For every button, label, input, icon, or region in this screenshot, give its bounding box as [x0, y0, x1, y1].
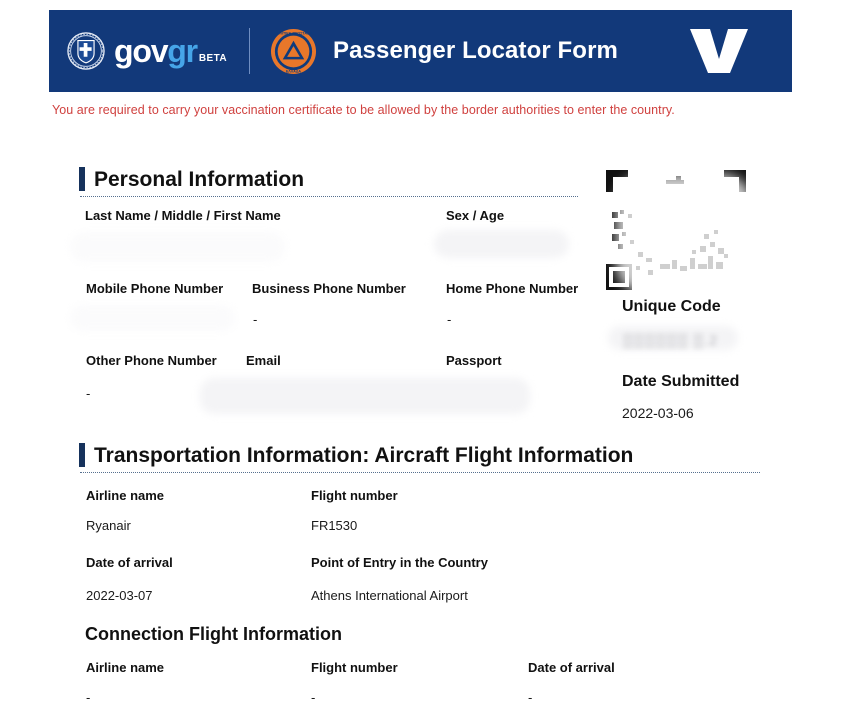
label-last-middle-first-name: Last Name / Middle / First Name — [85, 208, 281, 223]
value-point-of-entry: Athens International Airport — [311, 588, 468, 603]
govgr-beta-text: BETA — [198, 53, 227, 64]
date-submitted-value: 2022-03-06 — [622, 405, 694, 421]
label-sex-age: Sex / Age — [446, 208, 505, 223]
label-mobile-phone-number: Mobile Phone Number — [86, 281, 224, 296]
govgr-gr-text: gr — [167, 33, 197, 69]
svg-text:ΠΟΛΙΤΙΚΗ ΠΡΟΣΤΑΣΙΑ: ΠΟΛΙΤΙΚΗ ΠΡΟΣΤΑΣΙΑ — [274, 30, 313, 35]
section-header-transportation — [79, 443, 633, 467]
value-connection-date-of-arrival: - — [528, 690, 533, 705]
value-connection-airline-name: - — [86, 690, 91, 705]
section-rule-transportation — [80, 472, 760, 473]
redaction-sex-age-value — [434, 230, 569, 258]
label-connection-airline-name: Airline name — [86, 660, 165, 675]
page-header — [49, 10, 792, 92]
label-other-phone-number: Other Phone Number — [86, 353, 217, 368]
label-point-of-entry: Point of Entry in the Country — [311, 555, 488, 570]
value-flight-number: FR1530 — [311, 518, 358, 533]
section-title-connection-flight: Connection Flight Information — [85, 624, 342, 644]
unique-code-value: ▒▒▒▒▒▒ ▒.2 — [623, 332, 718, 348]
label-date-of-arrival: Date of arrival — [86, 555, 173, 570]
header-divider — [249, 28, 250, 74]
value-business-phone-number: - — [253, 312, 258, 327]
section-accent-bar — [79, 167, 85, 191]
vaccination-warning-text: You are required to carry your vaccination certificate to be allowed by the border authorities to enter the country. — [52, 103, 675, 117]
value-date-of-arrival: 2022-03-07 — [86, 588, 153, 603]
label-business-phone-number: Business Phone Number — [252, 281, 406, 296]
label-email: Email — [246, 353, 281, 368]
section-title-personal-information: Personal Information — [94, 167, 305, 191]
label-connection-date-of-arrival: Date of arrival — [528, 660, 615, 675]
qr-code — [604, 168, 748, 296]
section-header-personal-information — [79, 167, 304, 191]
greek-coat-of-arms-icon — [67, 32, 105, 70]
govgr-gov-text: gov — [114, 33, 168, 69]
value-other-phone-number: - — [86, 386, 91, 401]
brand-v-icon — [688, 27, 750, 75]
govgr-logo — [67, 32, 227, 70]
label-home-phone-number: Home Phone Number — [446, 281, 579, 296]
section-rule-personal-information — [80, 196, 578, 197]
value-airline-name: Ryanair — [86, 518, 131, 533]
label-passport: Passport — [446, 353, 502, 368]
redaction-name-value — [70, 232, 285, 262]
section-accent-bar — [79, 443, 85, 467]
value-home-phone-number: - — [447, 312, 452, 327]
date-submitted-label: Date Submitted — [622, 373, 740, 390]
section-title-transportation: Transportation Information: Aircraft Flight Information — [94, 443, 634, 467]
svg-text:ΕΛΛΑΔΑ: ΕΛΛΑΔΑ — [285, 68, 302, 73]
redaction-email-value — [200, 378, 530, 414]
label-airline-name: Airline name — [86, 488, 165, 503]
label-connection-flight-number: Flight number — [311, 660, 398, 675]
civil-protection-icon — [270, 28, 317, 75]
qr-redaction-overlay — [616, 174, 752, 294]
unique-code-label: Unique Code — [622, 298, 721, 315]
value-connection-flight-number: - — [311, 690, 316, 705]
page-title: Passenger Locator Form — [333, 37, 618, 64]
govgr-wordmark — [114, 35, 227, 67]
redaction-mobile-phone-value — [70, 305, 235, 331]
label-flight-number: Flight number — [311, 488, 398, 503]
